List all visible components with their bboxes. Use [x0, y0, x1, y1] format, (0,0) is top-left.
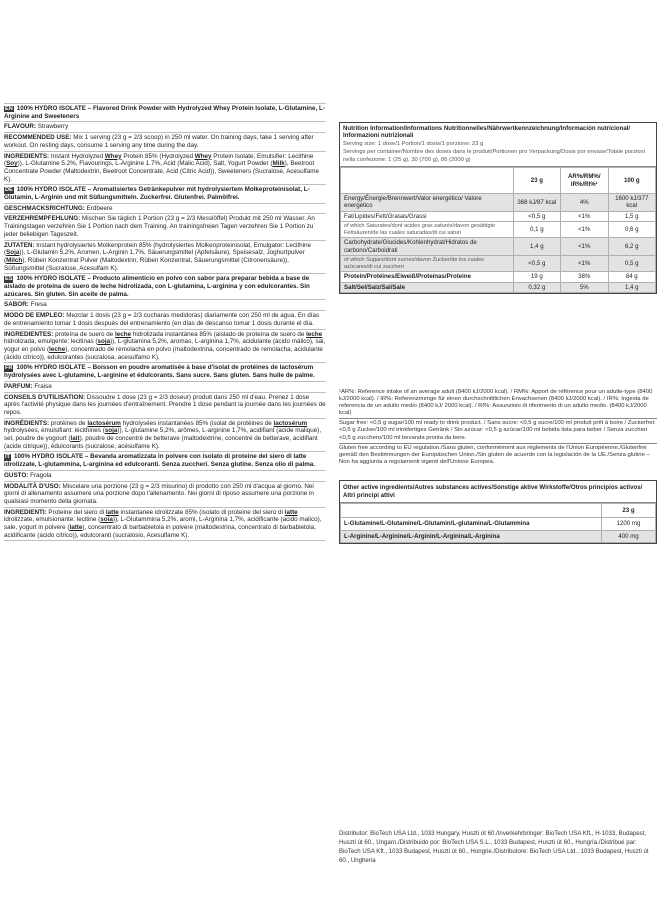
nutrition-row [341, 282, 656, 292]
language-badge: IT [5, 454, 10, 461]
nutrient-name: Salt/Sel/Salz/Sal/Sale [341, 282, 514, 292]
label-row [4, 508, 326, 542]
product-title [4, 274, 326, 300]
language-badge: DE [5, 187, 13, 194]
value-per-serving: 1,4 g [513, 238, 560, 256]
label-row [4, 471, 326, 482]
label-row [4, 241, 326, 275]
nutrition-table [340, 167, 656, 293]
label-text-column [4, 103, 326, 541]
nutrition-table-body [341, 194, 656, 293]
nutrition-row [341, 238, 656, 256]
active-ingredient-amount: 1200 mg [602, 518, 656, 531]
nutrient-name: of which Saturates/dont acides gras saturés/davon gesättigte Fettsäuren/de las cuales saturadas/di cui saturi [341, 222, 514, 238]
reference-intake: 4% [561, 194, 608, 212]
nutrition-row [341, 222, 656, 238]
row-label: GESCHMACKSRICHTUNG: [4, 204, 85, 212]
value-per-100g: 0,5 g [608, 256, 656, 272]
value-per-serving: 368 kJ/87 kcal [513, 194, 560, 212]
row-label: INGRÉDIENTS: [4, 419, 50, 427]
row-label: GUSTO: [4, 471, 29, 479]
language-badge: FR [5, 365, 13, 372]
nutrition-col-100g: 100 g [608, 168, 656, 194]
nutrition-table-box [339, 122, 657, 294]
nutrition-row [341, 211, 656, 221]
product-title [4, 103, 326, 122]
row-label: MODO DE EMPLEO: [4, 312, 65, 320]
nutrition-header [340, 123, 656, 167]
product-title-text: 100% HYDRO ISOLATE – Aromatisiertes Getränkepulver mit hydrolysiertem Molkeproteinisolat, L-Glutamin, L-Arginin und mit Süßungsmitteln. Zuckerfrei. Glutenfrei. Palmölfrei. [4, 186, 310, 202]
row-label: SABOR: [4, 301, 29, 309]
row-text: Strawberry [36, 123, 69, 131]
nutrient-name: Protein/Protéines/Eiweiß/Proteínas/Proteine [341, 272, 514, 282]
active-ingredients-title: Other active ingredients/Autres substances actives/Sonstige aktive Wirkstoffe/Otros principios activos/ Altri principi attivi [340, 481, 656, 503]
nutrient-name: Carbohydrate/Glucides/Kohlenhydrat/Hidratos de carbono/Carboidrati [341, 238, 514, 256]
product-title-text: 100% HYDRO ISOLATE – Boisson en poudre aromatisée à base d'isolat de protéines de lactosérum hydrolysées avec L-glutamine, L-arginine et édulcorants. Sans sucre. Sans gluten. Sans huile de palme. [4, 364, 315, 380]
language-block-es [4, 274, 326, 363]
label-row [4, 330, 326, 364]
product-title [4, 185, 326, 203]
row-label: FLAVOUR: [4, 123, 37, 131]
value-per-serving: 19 g [513, 272, 560, 282]
footnote-gluten-free: Gluten free according to EU regulation./Sans gluten, conformément aux règlements de l'Union Européenne./Glutenfrei gemäß den Bestimmungen der Europäischen Union./Sin gluten de acuerdo con la legislación de la UE./Senza glutine – Non ha aggiunta a regolamenti vigenti dell'Unione Europea. [339, 444, 650, 465]
reference-intake: <1% [561, 222, 608, 238]
row-text: Proteine del siero di latte instantanee idrolizzate 85% (isolato di proteine del siero di latte idrolizzate, emulsionante: lecitine (soia)), L-Glutammina 5,2%, aromi, L-Arginina 1,7%, acidificante (acido malico), sale, yogurt in polvere (latte), concentrato di barbabietola in polvere (maltodestrina, concentrato di barbabietola, acidificante (acido citrico)), edulcoranti (sucralosio, Acesulfame K). [4, 508, 322, 539]
nutrition-col-blank [341, 168, 514, 194]
row-text: protéines de lactosérum hydrolysées instantanées 85% (isolat de protéines de lactosérum hydrolysées, émulsifiant: lécithines (soja)), L-glutamine 5,2%, arômes, L-arginine 1,7%, acidifiant (acide malique), sel, poudre de yogourt (lait), poudre de concentré de betterave (maltodextrine, concentré de betterave, acidifiant (acide citrique)), édulcorants (sucralose, acésulfame K). [4, 419, 322, 450]
nutrition-row [341, 256, 656, 272]
row-text: Instant Hydrolyzed Whey Protein 85% (Hydrolyzed Whey Protein Isolate, Emulsifier: Lecithine (Soy)), L-Glutamine 5.2%, Flavourings, L-Arginine 1.7%, Acid (Malic Acid), Salt, Yogurt Powder (Milk), Beetroot Concentrate Powder (Maltodextrin, Beetroot Concentrate, Acid (Citric Acid)), Sweeteners (Sucralose, Acesulfame K). [4, 152, 319, 183]
value-per-serving: 0,32 g [513, 282, 560, 292]
nutrient-name: Fat/Lipides/Fett/Grasas/Grassi [341, 211, 514, 221]
reference-intake: <1% [561, 256, 608, 272]
active-ingredient-row [341, 530, 656, 543]
active-col-serving: 23 g [602, 504, 656, 518]
row-label: PARFUM: [4, 382, 33, 390]
row-text: Instant hydrolysiertes Molkenprotein 85% (hydrolysiertes Molkenproteinisolat, Emulgator: Lecithine (Soja)), L-Glutamin 5,2%, Aromen, L-Arginin 1,7%, Säuerungsmittel (Apfelsäure), Speisesalz, Joghurtpulver (Milch), Rüben Konzentrat Pulver (Maltodextrin, Rüben Konzentrat, Säuerungsmittel (Citronensäure)), Süßungsmittel (Sucralose, Acesulfam K). [4, 241, 312, 272]
nutrient-name: of which Sugars/dont sucres/davon Zucker/de los cuales azúcares/di cui zuccheri [341, 256, 514, 272]
row-text: Fraise [32, 382, 52, 390]
value-per-serving: <0,5 g [513, 211, 560, 221]
distributor-text: Distributor: BioTech USA Ltd., 1033 Hungary, Huszti út 60./Inverkehrbringer: BioTech USA Kft., H-1033, Budapest, Huszti út 60., Ungarn./Distribuido por: BioTech USA S.L., 1033 Budapest, Huszti út 60., Hungría./Distribué par: BioTech USA Kft., 1033 Budapest, Huszti út 60., Hongrie./Distributore: BioTech USA Ltd., 1033 Budapest, Huszti út 60., Ungheria [339, 830, 649, 864]
value-per-100g: 1600 kJ/377 kcal [608, 194, 656, 212]
nutrition-title: Nutrition Information/Informations Nutritionnelles/Nährwertkennzeichnung/Información nutricional/ Informazioni nutrizionali [343, 125, 631, 140]
reference-intake: 5% [561, 282, 608, 292]
row-text: Fragola [28, 471, 52, 479]
serving-size: Serving size: 1 dose/1 Portion/1 dosis/1 porzione: 23 g [343, 140, 484, 147]
row-label: INGREDIENTES: [4, 330, 54, 338]
nutrition-row [341, 272, 656, 282]
label-row [4, 152, 326, 186]
product-title [4, 363, 326, 381]
value-per-100g: 1,5 g [608, 211, 656, 221]
active-ingredient-name: L-Glutamine/L-Glutamine/L-Glutamin/L-glutamina/L-Glutammina [341, 518, 602, 531]
label-row [4, 204, 326, 215]
value-per-100g: 6,2 g [608, 238, 656, 256]
reference-intake: <1% [561, 238, 608, 256]
active-ingredients-box [339, 480, 657, 544]
row-text: Dissoudre 1 dose (23 g = 2/3 doseur) produit dans 250 ml d'eau. Prenez 1 dose après l'activité physique dans les journées d'entraînement. Prendre 1 dose pendant la journée dans les journées de repos. [4, 393, 326, 416]
label-row [4, 300, 326, 311]
row-text: Mezclar 1 dosis (23 g = 2/3 cucharas medidoras) diariamente con 250 ml de agua. En días de entrenamiento tomar 1 dosis después del entrenamiento (en días de descanso tomar 1 dosis durante el día. [4, 312, 320, 327]
footnote-divider [339, 418, 657, 419]
row-label: VERZEHREMPFEHLUNG: [4, 215, 81, 223]
reference-intake: 38% [561, 272, 608, 282]
language-block-it [4, 452, 326, 541]
value-per-serving: 0,1 g [513, 222, 560, 238]
language-block-en [4, 103, 326, 185]
label-row [4, 419, 326, 453]
footnote-reference-intake: ¹AR%: Reference intake of an average adult (8400 kJ/2000 kcal). / RM%: Apport de référence pour un adulte-type (8400 kJ/2000 kcal). / IR%: Referenzmenge für einen durchschnittlichen Erwachsenen (8400 kJ/2000 kcal). / IR%: Ingesta de referencia de un adulto medio (8400 kJ/ 2000 kcal). / RI%: Assunzioni di riferimento di un adulto medio. (8400 kJ/2000 kcal) [339, 389, 653, 417]
row-label: ZUTATEN: [4, 241, 35, 249]
reference-intake: <1% [561, 211, 608, 221]
label-row [4, 122, 326, 133]
row-label: INGREDIENTI: [4, 508, 47, 516]
row-label: INGREDIENTS: [4, 152, 50, 160]
label-row [4, 214, 326, 240]
product-title [4, 452, 326, 470]
language-block-fr [4, 363, 326, 452]
label-row [4, 382, 326, 393]
nutrition-col-serving: 23 g [513, 168, 560, 194]
active-ingredient-name: L-Arginine/L-Arginine/L-Arginin/L-Arginina/L-Arginina [341, 530, 602, 543]
row-label: RECOMMENDED USE: [4, 134, 72, 142]
nutrient-name: Energy/Énergie/Brennwert/Valor energético/ Valore energetico [341, 194, 514, 212]
product-title-text: 100% HYDRO ISOLATE – Bevanda aromatizzata in polvere con isolato di proteine del siero di latte idrolizzate, L-glutammina, L-arginina ed edulcoranti. Senza zuccheri. Senza glutine. Senza olio di palma. [4, 453, 316, 469]
language-block-de [4, 185, 326, 274]
active-ingredients-header-row [341, 504, 656, 518]
label-row [4, 482, 326, 508]
row-label: MODALITÀ D'USO: [4, 482, 61, 490]
active-ingredients-body [341, 518, 656, 543]
product-title-text: 100% HYDRO ISOLATE – Flavored Drink Powder with Hydrolyzed Whey Protein Isolate, L-Glutamine, L-Arginine and Sweeteners [4, 105, 325, 120]
row-text: proteína de suero de leche hidrolizada instantánea 85% (aislado de proteína de suero de leche hidrolizada, emulgente: lecitinas (soja)), L-glutamina 5,2%, aromas, L-arginina 1,7%, acidulante (ácido málico), sal, yogur en polvo (leche), concentrado de remolacha en polvo (maltodextrina, concentrado de remolacha, acidulante (ácido cítrico)), edulcorantes (sucralosa, acesulfamo K). [4, 330, 326, 361]
active-ingredients-table [340, 503, 656, 543]
active-col-blank [341, 504, 602, 518]
footnote-sugar-free: Sugar free: <0,5 g sugar/100 ml ready to drink product. / Sans sucre: <0,5 g sucre/100 ml produit prêt à boire / Zuckerfrei: <0,5 g Zucker/100 ml trinkfertiges Getränk / Sin azúcar: <0,5 g azúcar/100 ml bebida lista para beber / Senza zuccheri <0,5 g zucchero/100 ml bevanda pronta da bere. [339, 420, 656, 441]
row-text: Mix 1 serving (23 g = 2/3 scoop) in 250 ml water. On training days, take 1 serving after workout. On resting days, consume 1 serving any time during the day. [4, 134, 314, 149]
footnote-divider [339, 443, 657, 444]
value-per-100g: 1,4 g [608, 282, 656, 292]
row-text: Erdbeere [84, 204, 113, 212]
value-per-100g: 0,6 g [608, 222, 656, 238]
language-badge: ES [5, 276, 13, 283]
row-text: Mischen Sie täglich 1 Portion (23 g = 2/3 Messlöffel) Produkt mit 250 ml Wasser. An Trainingstagen verzehren Sie 1 Portion nach dem Training. An trainingsfreien Tagen verzehren Sie 1 Portion zu jeder beliebigen Tageszeit. [4, 215, 315, 238]
row-label: CONSEILS D'UTILISATION: [4, 393, 86, 401]
servings-per-container: Servings per container/Nombre des doses dans le produit/Portionen pro Verpackung/Dosis por envase/Totale porzioni nella confezione: 1 (25 g), 30 (700 g), 86 (2000 g) [343, 149, 645, 163]
language-badge: EN [5, 106, 13, 112]
label-row [4, 133, 326, 151]
nutrition-table-header-row [341, 168, 656, 194]
product-title-text: 100% HYDRO ISOLATE – Producto alimenticio en polvo con sabor para preparar bebida a base de aislado de proteína de suero de leche hidrolizada, con L-glutamina, L-arginina y con edulcorantes. Sin azúcares. Sin gluten. Sin aceite de palma. [4, 275, 310, 298]
nutrition-footnotes [339, 389, 657, 466]
label-row [4, 311, 326, 329]
nutrition-row [341, 194, 656, 212]
value-per-serving: <0,5 g [513, 256, 560, 272]
label-row [4, 393, 326, 419]
value-per-100g: 84 g [608, 272, 656, 282]
row-text: Fresa [28, 301, 47, 309]
active-ingredient-row [341, 518, 656, 531]
nutrition-col-ri: AR%/RM%/ IR%/RI%¹ [561, 168, 608, 194]
row-text: Miscelare una porzione (23 g = 2/3 misurino) di prodotto con 250 ml d'acqua al giorno. Nei giorni di allenamento assumere una porzione dopo l'allenamento. Nei giorni di riposo assumere una porzione in qualsiasi momento della giornata. [4, 482, 314, 505]
active-ingredient-amount: 400 mg [602, 530, 656, 543]
